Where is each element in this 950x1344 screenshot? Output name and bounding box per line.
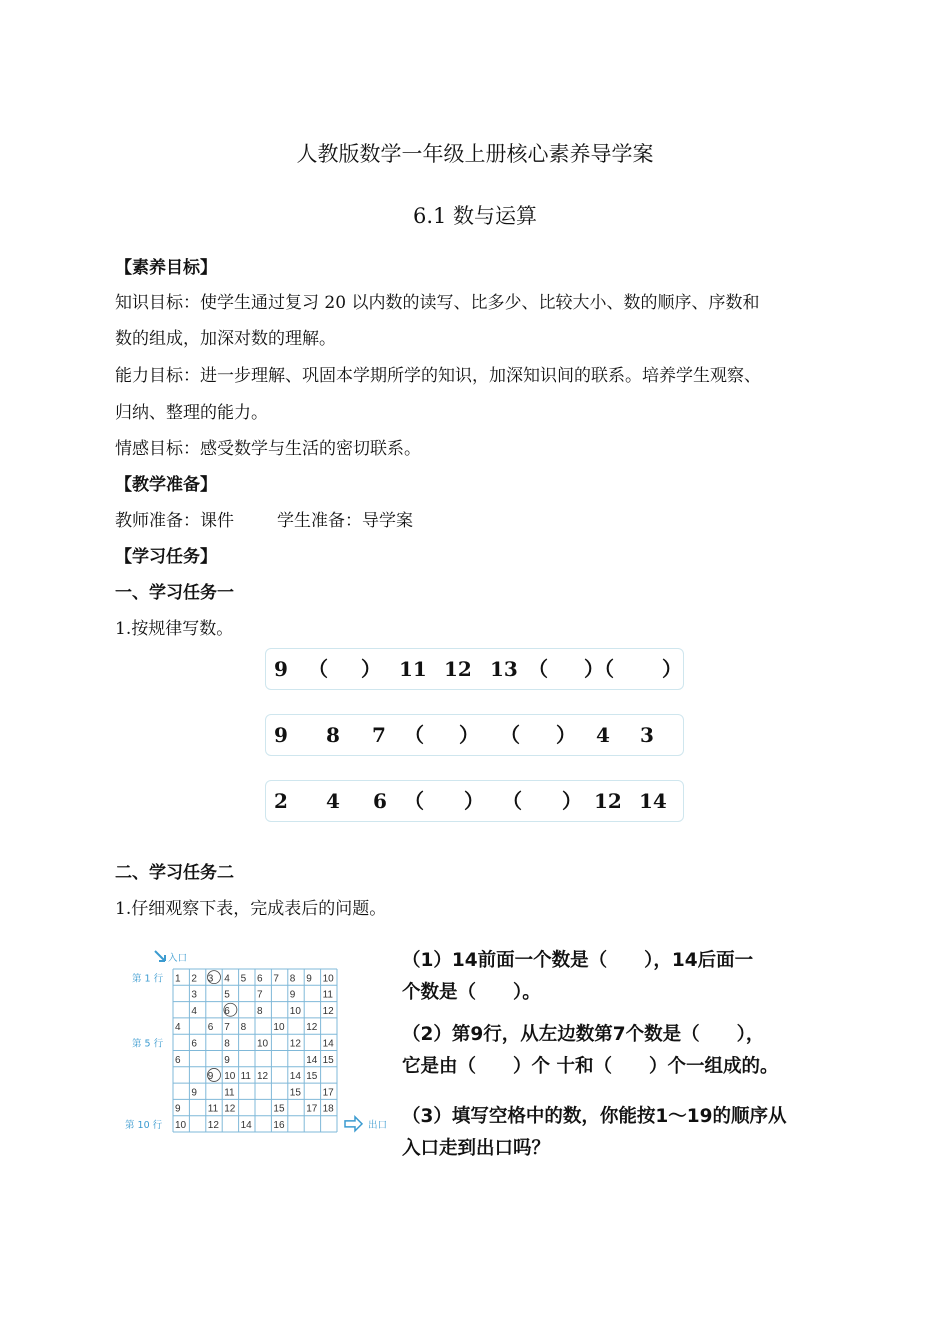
grid-cell-number: 14 bbox=[240, 1120, 252, 1131]
sequence-box-2 bbox=[265, 714, 684, 756]
grid-cell-number: 4 bbox=[175, 1022, 181, 1034]
grid-cell-number: 9 bbox=[191, 1087, 197, 1099]
task1-header: 一、学习任务一 bbox=[115, 583, 234, 603]
question-3-line1: （3）填写空格中的数，你能按1～19的顺序从 bbox=[402, 1106, 787, 1127]
grid-cell-number: 6 bbox=[207, 1022, 214, 1034]
grid-cell-number: 14 bbox=[306, 1054, 318, 1066]
grid-cell-number: 12 bbox=[289, 1038, 301, 1050]
seq-item: ） bbox=[464, 789, 484, 813]
ability-goal-line1: 能力目标：进一步理解、巩固本学期所学的知识，加深知识间的联系。培养学生观察、 bbox=[115, 366, 761, 386]
seq-item: ） bbox=[459, 723, 479, 747]
grid-cell-number: 9 bbox=[224, 1054, 230, 1066]
grid-cell-number: 11 bbox=[240, 1071, 251, 1083]
question-3-line2: 入口走到出口吗？ bbox=[402, 1138, 551, 1159]
grid-cell-number: 11 bbox=[207, 1103, 219, 1115]
seq-item: ） bbox=[662, 657, 682, 681]
entrance-label: 入口 bbox=[168, 953, 188, 964]
seq-item: 12 bbox=[594, 789, 622, 813]
grid-cell-number: 3 bbox=[207, 973, 214, 985]
question-1-line1: （1）14前面一个数是（ ），14后面一 bbox=[402, 950, 754, 971]
seq-item: 13 bbox=[490, 657, 518, 681]
grid-cell-number: 12 bbox=[224, 1103, 236, 1115]
seq-item: 9 bbox=[274, 723, 288, 747]
student-prep: 学生准备：导学案 bbox=[277, 511, 413, 531]
exit-label: 出口 bbox=[368, 1119, 388, 1131]
grid-cell-number: 12 bbox=[257, 1071, 269, 1083]
grid-cell-number: 17 bbox=[322, 1087, 334, 1099]
grid-cell-number: 15 bbox=[273, 1103, 285, 1115]
seq-item: 2 bbox=[274, 789, 288, 813]
seq-item: （ bbox=[502, 789, 522, 813]
grid-cell-number: 6 bbox=[175, 1054, 181, 1066]
seq-item: 4 bbox=[596, 723, 610, 747]
grid-cell-number: 10 bbox=[224, 1071, 236, 1083]
seq-item: ） bbox=[556, 723, 576, 747]
seq-item: 3 bbox=[640, 723, 654, 747]
grid-cell-number: 9 bbox=[175, 1103, 181, 1115]
seq-item: ）（ bbox=[584, 657, 614, 681]
grid-cell-number: 14 bbox=[322, 1038, 334, 1050]
sequence-box-1 bbox=[265, 648, 684, 690]
grid-cell-number: 18 bbox=[322, 1103, 334, 1115]
seq-item: 6 bbox=[373, 789, 387, 813]
question-2-line2: 它是由（ ）个 十和（ ）个一组成的。 bbox=[402, 1056, 779, 1077]
grid-cell-number: 10 bbox=[322, 973, 334, 985]
seq-item: （ bbox=[308, 657, 328, 681]
grid-cell-number: 11 bbox=[224, 1087, 235, 1099]
seq-item: （ bbox=[528, 657, 548, 681]
grid-cell-number: 8 bbox=[289, 973, 296, 985]
grid-cell-number: 8 bbox=[257, 1005, 263, 1017]
row-label: 第 10 行 bbox=[125, 1120, 163, 1131]
grid-cell-number: 6 bbox=[191, 1038, 197, 1050]
grid-cell-number: 3 bbox=[191, 989, 197, 1001]
seq-item: ） bbox=[562, 789, 582, 813]
tasks-header: 【学习任务】 bbox=[115, 547, 217, 567]
grid-cell-number: 12 bbox=[322, 1005, 334, 1017]
seq-item: 7 bbox=[372, 723, 386, 747]
grid-cell-number: 15 bbox=[306, 1071, 318, 1083]
row-label: 第 1 行 bbox=[132, 973, 164, 985]
seq-item: （ bbox=[404, 789, 424, 813]
grid-cell-number: 9 bbox=[306, 973, 312, 985]
grid-cell-number: 5 bbox=[224, 989, 230, 1001]
grid-cell-number: 8 bbox=[224, 1038, 230, 1050]
grid-cell-number: 10 bbox=[175, 1120, 187, 1131]
grid-cell-number: 9 bbox=[207, 1071, 214, 1083]
sequence-box-3 bbox=[265, 780, 684, 822]
seq-item: （ bbox=[500, 723, 520, 747]
seq-item: 4 bbox=[326, 789, 340, 813]
grid-cell-number: 5 bbox=[240, 973, 247, 985]
grid-cell-number: 12 bbox=[306, 1022, 318, 1034]
lesson-subtitle: 6.1 数与运算 bbox=[412, 204, 538, 228]
goals-header: 【素养目标】 bbox=[115, 258, 217, 278]
grid-cell-number: 16 bbox=[273, 1120, 285, 1131]
grid-cell-number: 4 bbox=[191, 1005, 197, 1017]
grid-cell-number: 11 bbox=[322, 989, 333, 1001]
emotion-goal: 情感目标：感受数学与生活的密切联系。 bbox=[115, 439, 421, 459]
seq-item: 9 bbox=[274, 657, 288, 681]
exit-arrow-icon bbox=[345, 1117, 362, 1131]
row-label: 第 5 行 bbox=[132, 1038, 164, 1050]
seq-item: 12 bbox=[444, 657, 472, 681]
grid-cell-number: 7 bbox=[273, 973, 279, 985]
question-1-line2: 个数是（ ）。 bbox=[402, 982, 541, 1003]
seq-item: （ bbox=[404, 723, 424, 747]
grid-cell-number: 10 bbox=[257, 1038, 269, 1050]
prep-header: 【教学准备】 bbox=[115, 475, 217, 495]
seq-item: 11 bbox=[399, 657, 427, 681]
knowledge-goal-line1: 知识目标：使学生通过复习 20 以内数的读写、比多少、比较大小、数的顺序、序数和 bbox=[115, 293, 760, 313]
seq-item: 8 bbox=[326, 723, 340, 747]
grid-cell-number: 15 bbox=[289, 1087, 301, 1099]
grid-cell-number: 4 bbox=[224, 973, 230, 985]
teacher-prep: 教师准备：课件 bbox=[115, 511, 234, 531]
task1-question: 1.按规律写数。 bbox=[115, 619, 234, 639]
number-maze-grid bbox=[115, 945, 395, 1145]
question-2-line1: （2）第9行，从左边数第7个数是（ ）， bbox=[402, 1024, 765, 1045]
grid-cell-number: 2 bbox=[191, 973, 197, 985]
grid-cell-number: 7 bbox=[257, 989, 263, 1001]
grid-cell-number: 14 bbox=[289, 1071, 301, 1083]
document-title: 人教版数学一年级上册核心素养导学案 bbox=[296, 142, 654, 166]
knowledge-goal-line2: 数的组成，加深对数的理解。 bbox=[115, 329, 336, 349]
task2-header: 二、学习任务二 bbox=[115, 863, 234, 883]
seq-item: 14 bbox=[639, 789, 667, 813]
grid-cell-number: 6 bbox=[224, 1005, 230, 1017]
grid-cell-number: 17 bbox=[306, 1103, 318, 1115]
grid-cell-number: 15 bbox=[322, 1054, 334, 1066]
grid-cell-number: 9 bbox=[289, 989, 296, 1001]
entrance-arrow-icon bbox=[155, 951, 165, 961]
grid-cell-number: 7 bbox=[224, 1022, 230, 1034]
grid-cell-number: 12 bbox=[207, 1120, 219, 1131]
grid-cell-number: 10 bbox=[289, 1005, 301, 1017]
grid-cell-number: 10 bbox=[273, 1022, 285, 1034]
task2-question: 1.仔细观察下表，完成表后的问题。 bbox=[115, 899, 387, 919]
grid-cell-number: 1 bbox=[175, 973, 181, 985]
grid-cell-number: 8 bbox=[240, 1022, 247, 1034]
grid-cell-number: 6 bbox=[257, 973, 263, 985]
ability-goal-line2: 归纳、整理的能力。 bbox=[115, 403, 268, 423]
seq-item: ） bbox=[361, 657, 381, 681]
